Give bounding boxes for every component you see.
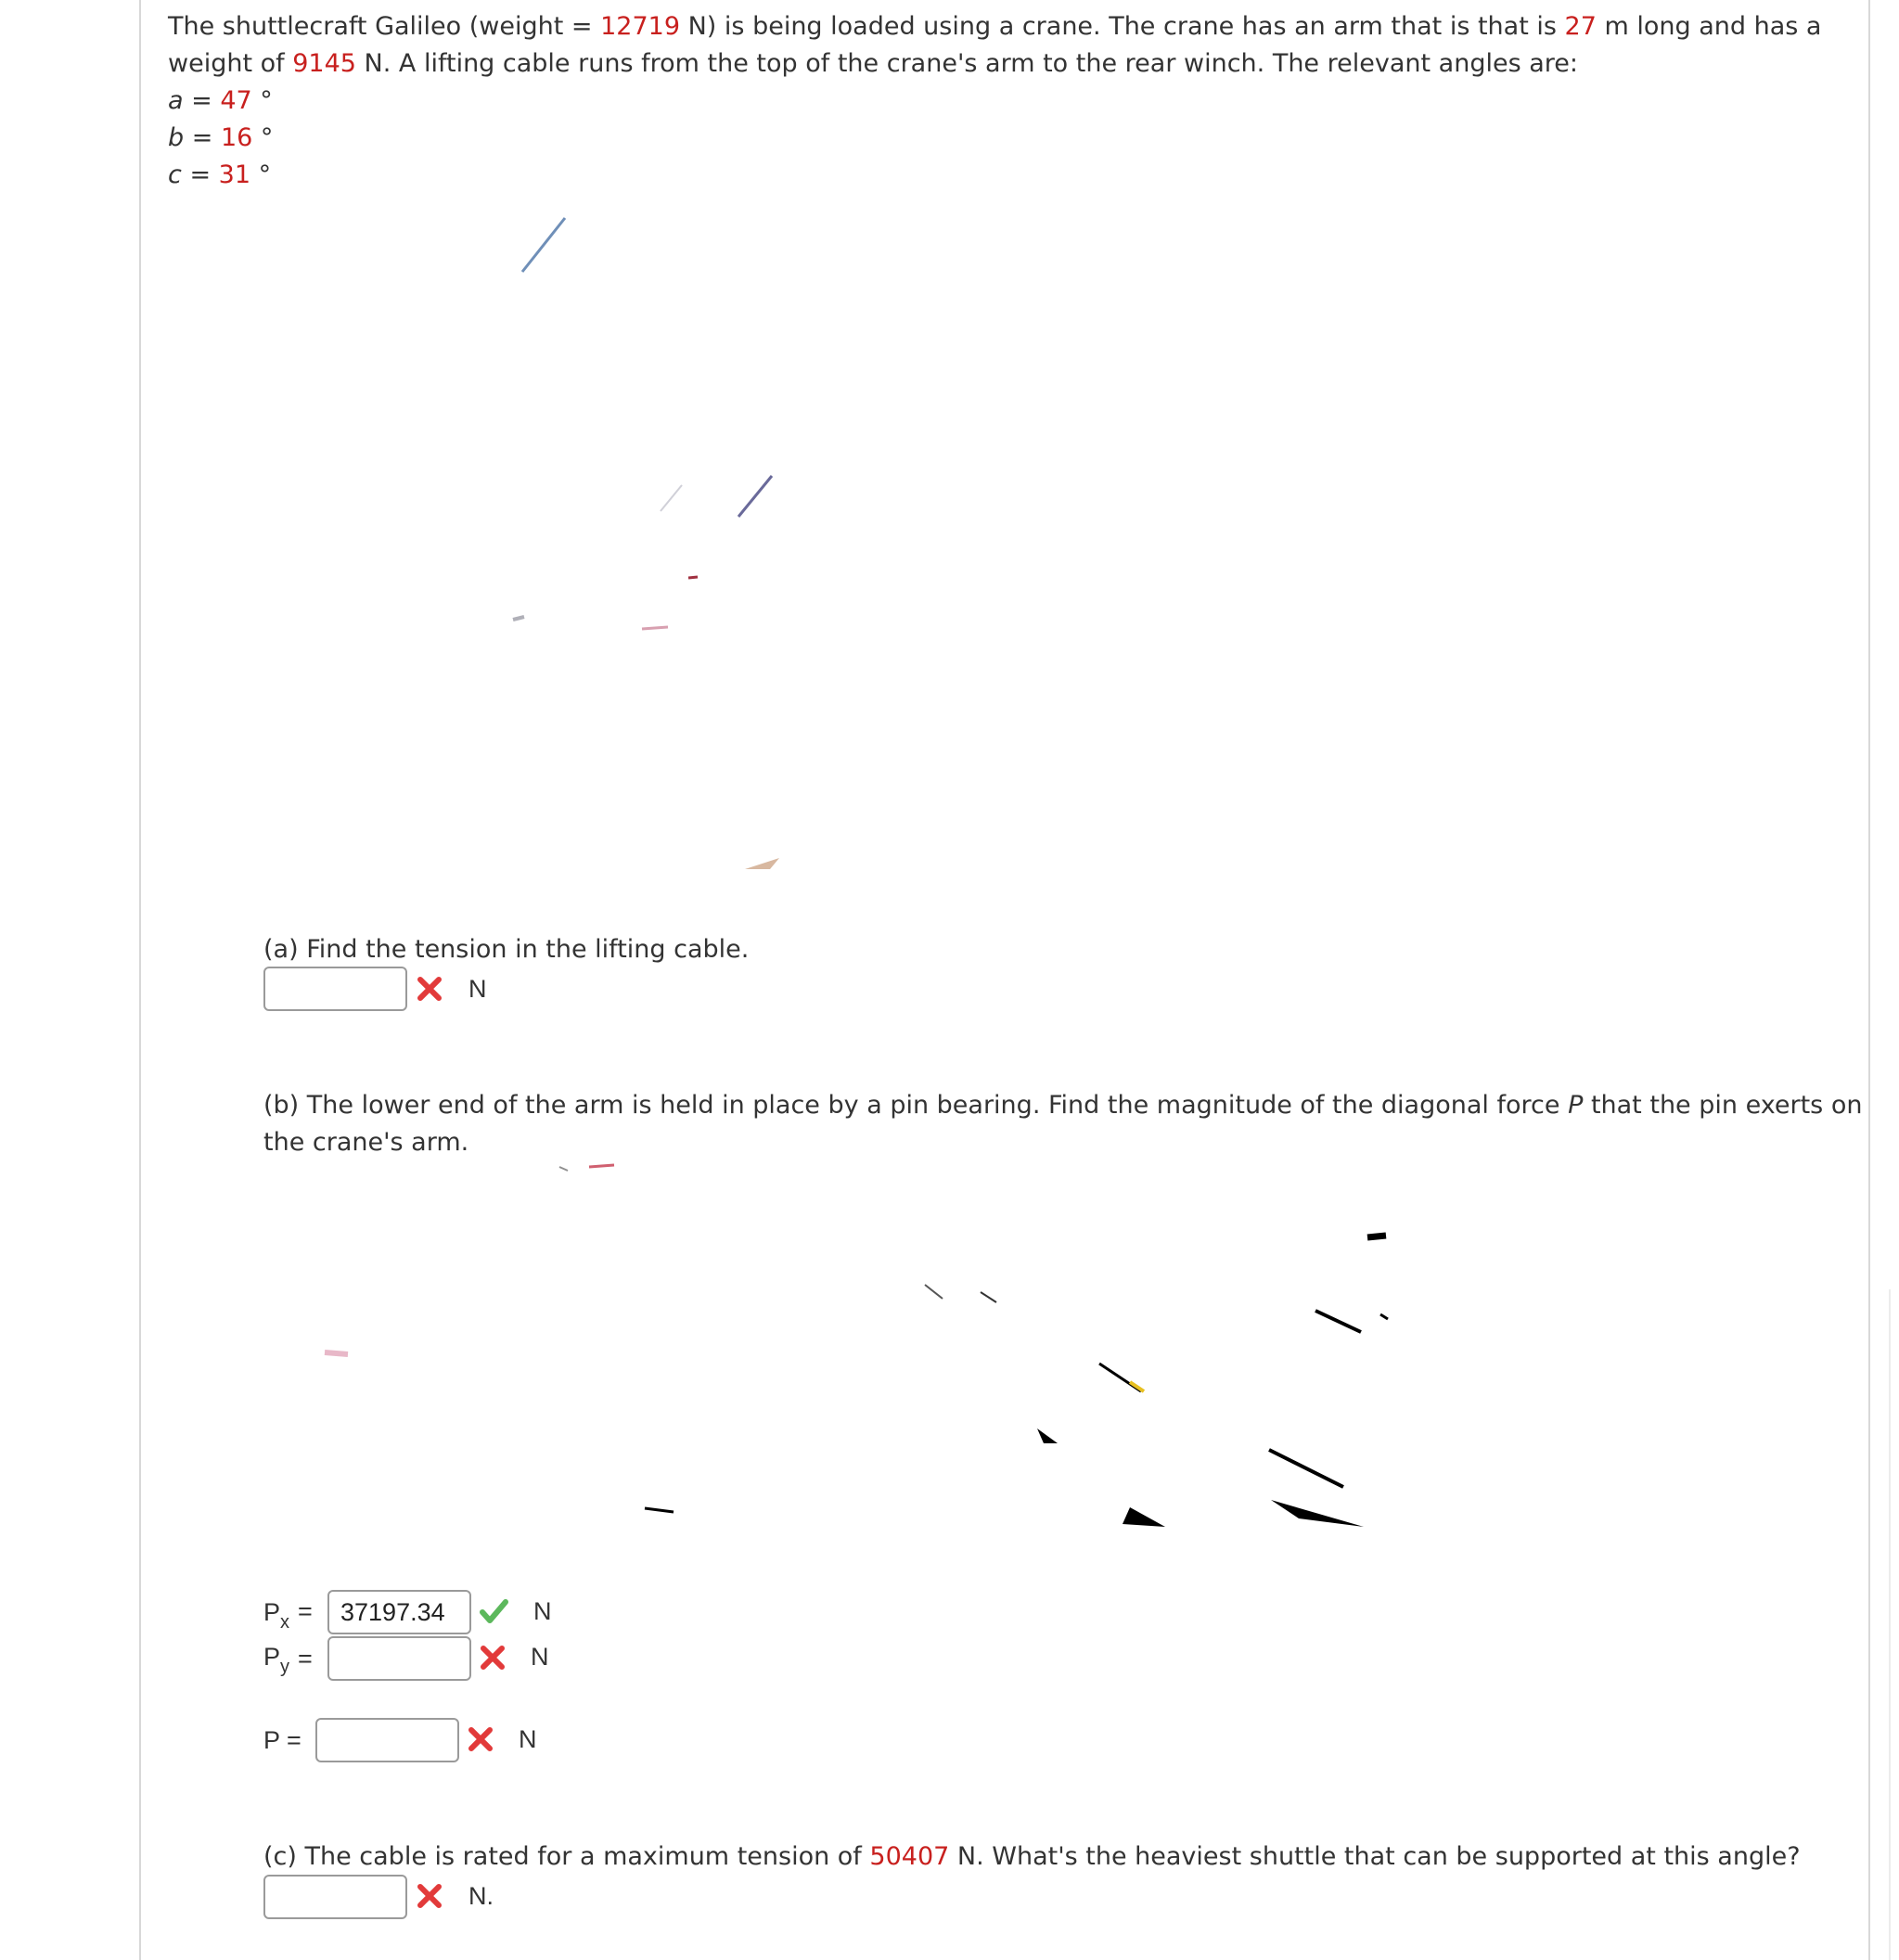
part-a-question: (a) Find the tension in the lifting cable. [263, 935, 750, 964]
part-c-incorrect-icon [414, 1880, 445, 1912]
diagram-fragment-arm [738, 476, 772, 517]
py-incorrect-icon [477, 1642, 508, 1673]
diagram-fragment-b2 [589, 1165, 614, 1167]
arm-length-value: 27 [1564, 12, 1597, 41]
py-answer-input[interactable] [327, 1636, 471, 1681]
part-b-question-line-1: (b) The lower end of the arm is held in place by a pin bearing. Find the magnitude of the diagonal force P that the pin exerts on [263, 1091, 1863, 1120]
diagram-fragment-b5 [981, 1292, 996, 1302]
px-equals: = [298, 1597, 313, 1625]
p-answer-input[interactable] [315, 1718, 459, 1762]
diagram-fragment-b6 [1315, 1311, 1361, 1332]
p-unit: N [519, 1725, 537, 1753]
part-c-answer-input[interactable] [263, 1875, 407, 1919]
px-correct-icon [478, 1595, 509, 1627]
angle-c-value: 31 [218, 160, 251, 189]
diagram-fragment-b14 [1123, 1507, 1165, 1527]
p-label: P = [263, 1726, 302, 1754]
py-label: $P_y$ [263, 1643, 290, 1677]
part-c-question: (c) The cable is rated for a maximum tension of 50407 N. What's the heaviest shuttle that can be supported at this angle? [263, 1842, 1801, 1871]
diagram-fragment-grey [513, 617, 524, 620]
problem-line-2: weight of 9145 N. A lifting cable runs from the top of the crane's arm to the rear winch. The relevant angles are: [168, 49, 1578, 78]
diagram-fragment-b15 [1271, 1500, 1364, 1527]
angle-a: a = 47 ° [168, 86, 273, 115]
diagram-fragment-b11 [1037, 1428, 1058, 1443]
angle-b: b = 16 ° [168, 123, 274, 152]
shuttle-weight-value: 12719 [600, 12, 681, 41]
diagram-fragment-b12 [1269, 1450, 1343, 1487]
part-a-answer-input[interactable] [263, 967, 407, 1011]
part-a-unit: N [468, 975, 487, 1003]
diagram-fragment-arm-light [661, 485, 682, 511]
diagram-fragment-cable [522, 218, 565, 272]
part-a-incorrect-icon [414, 973, 445, 1005]
diagram-fragment-b3 [1367, 1236, 1386, 1237]
angle-c: c = 31 ° [168, 160, 272, 189]
problem-line-1: The shuttlecraft Galileo (weight = 12719 N) is being loaded using a crane. The crane has an arm that is that is 27 m long and has a [168, 12, 1822, 41]
part-b-question-line-2: the crane's arm. [263, 1128, 469, 1157]
diagram-fragment-pink [642, 627, 668, 629]
part-c-unit: N. [468, 1882, 494, 1910]
max-tension-value: 50407 [869, 1842, 950, 1871]
diagram-fragment-dot [688, 577, 698, 578]
diagram-fragment-b7 [1380, 1314, 1388, 1319]
arm-weight-value: 9145 [292, 49, 356, 78]
diagram-fragment-b1 [559, 1167, 568, 1171]
diagram-fragment-ground [745, 858, 779, 869]
diagram-fragment-b13 [645, 1508, 674, 1512]
py-equals: = [298, 1645, 313, 1672]
angle-a-value: 47 [220, 86, 252, 115]
p-incorrect-icon [465, 1723, 496, 1755]
angle-b-value: 16 [220, 123, 253, 152]
diagram-fragment-b8 [325, 1352, 348, 1354]
diagram-fragment-b4 [925, 1285, 943, 1299]
px-answer-input[interactable]: 37197.34 [327, 1590, 471, 1634]
px-label: $P_x$ [263, 1598, 290, 1633]
py-unit: N [531, 1643, 549, 1671]
px-unit: N [533, 1597, 552, 1625]
